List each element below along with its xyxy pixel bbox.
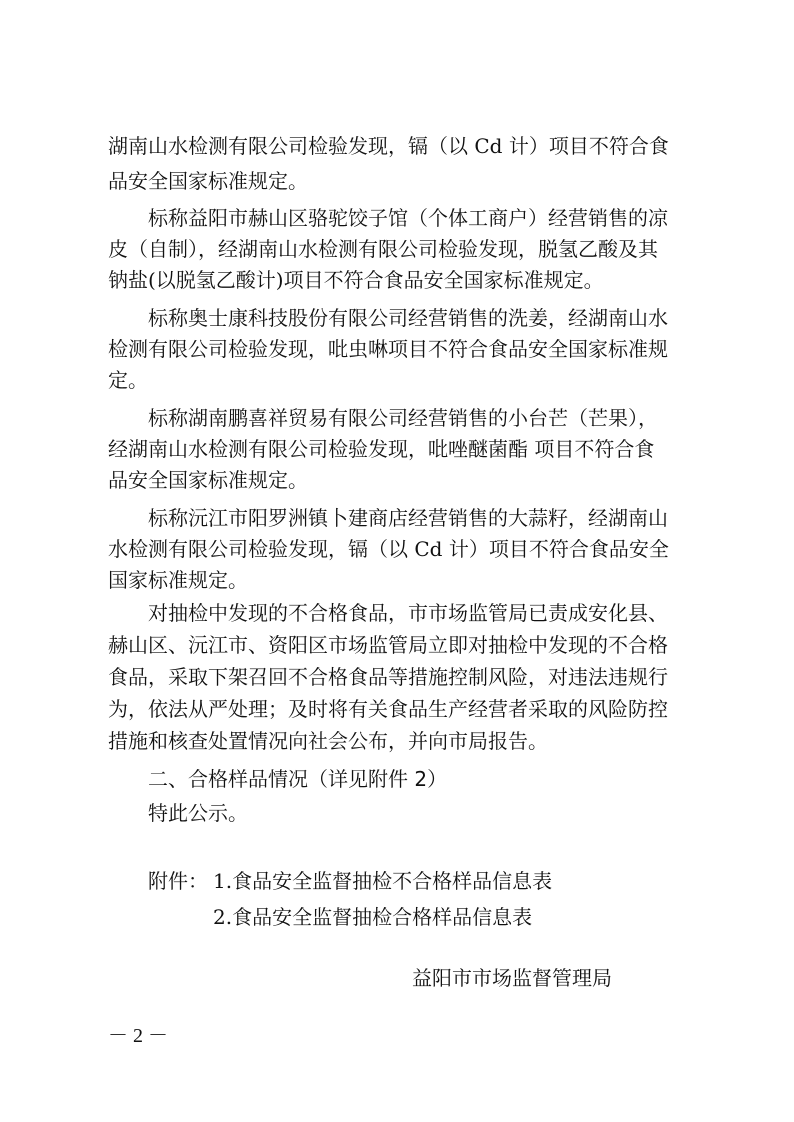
attachment-item-1: 1.食品安全监督抽检不合格样品信息表 (213, 869, 553, 893)
paragraph-line: 水检测有限公司检验发现，镉（以 Cd 计）项目不符合食品安全 (108, 537, 669, 561)
paragraph-line: 食品，采取下架召回不合格食品等措施控制风险，对违法违规行 (108, 665, 668, 689)
paragraph-line: 为，依法从严处理；及时将有关食品生产经营者采取的风险防控 (108, 697, 668, 721)
page-number: － 2 － (108, 1025, 168, 1047)
paragraph-line: 对抽检中发现的不合格食品，市市场监管局已责成安化县、 (148, 601, 668, 625)
paragraph-line: 检测有限公司检验发现，吡虫啉项目不符合食品安全国家标准规 (108, 337, 668, 361)
paragraph-line: 标称奥士康科技股份有限公司经营销售的洗姜，经湖南山水 (148, 306, 668, 330)
paragraph-line: 定。 (108, 368, 148, 392)
paragraph-line: 经湖南山水检测有限公司检验发现，吡唑醚菌酯 项目不符合食 (108, 437, 655, 461)
paragraph-line: 标称湖南鹏喜祥贸易有限公司经营销售的小台芒（芒果）， (148, 406, 658, 430)
paragraph-line: 品安全国家标准规定。 (108, 468, 308, 492)
paragraph-line: 品安全国家标准规定。 (108, 169, 308, 193)
section-heading: 二、合格样品情况（详见附件 2） (148, 767, 448, 791)
paragraph-line: 标称沅江市阳罗洲镇卜建商店经营销售的大蒜籽，经湖南山 (148, 506, 668, 530)
closing-text: 特此公示。 (148, 801, 248, 825)
paragraph-line: 赫山区、沅江市、资阳区市场监管局立即对抽检中发现的不合格 (108, 633, 668, 657)
paragraph-line: 皮（自制），经湖南山水检测有限公司检验发现，脱氢乙酸及其 (108, 237, 658, 261)
attachments-label: 附件： (148, 869, 208, 893)
paragraph-line: 钠盐(以脱氢乙酸计)项目不符合食品安全国家标准规定。 (108, 268, 604, 292)
paragraph-line: 湖南山水检测有限公司检验发现，镉（以 Cd 计）项目不符合食 (108, 134, 669, 158)
paragraph-line: 标称益阳市赫山区骆驼饺子馆（个体工商户）经营销售的凉 (148, 206, 668, 230)
signature-organization: 益阳市市场监督管理局 (412, 966, 612, 990)
attachment-item-2: 2.食品安全监督抽检合格样品信息表 (213, 905, 533, 929)
paragraph-line: 国家标准规定。 (108, 568, 248, 592)
paragraph-line: 措施和核查处置情况向社会公布，并向市局报告。 (108, 729, 548, 753)
